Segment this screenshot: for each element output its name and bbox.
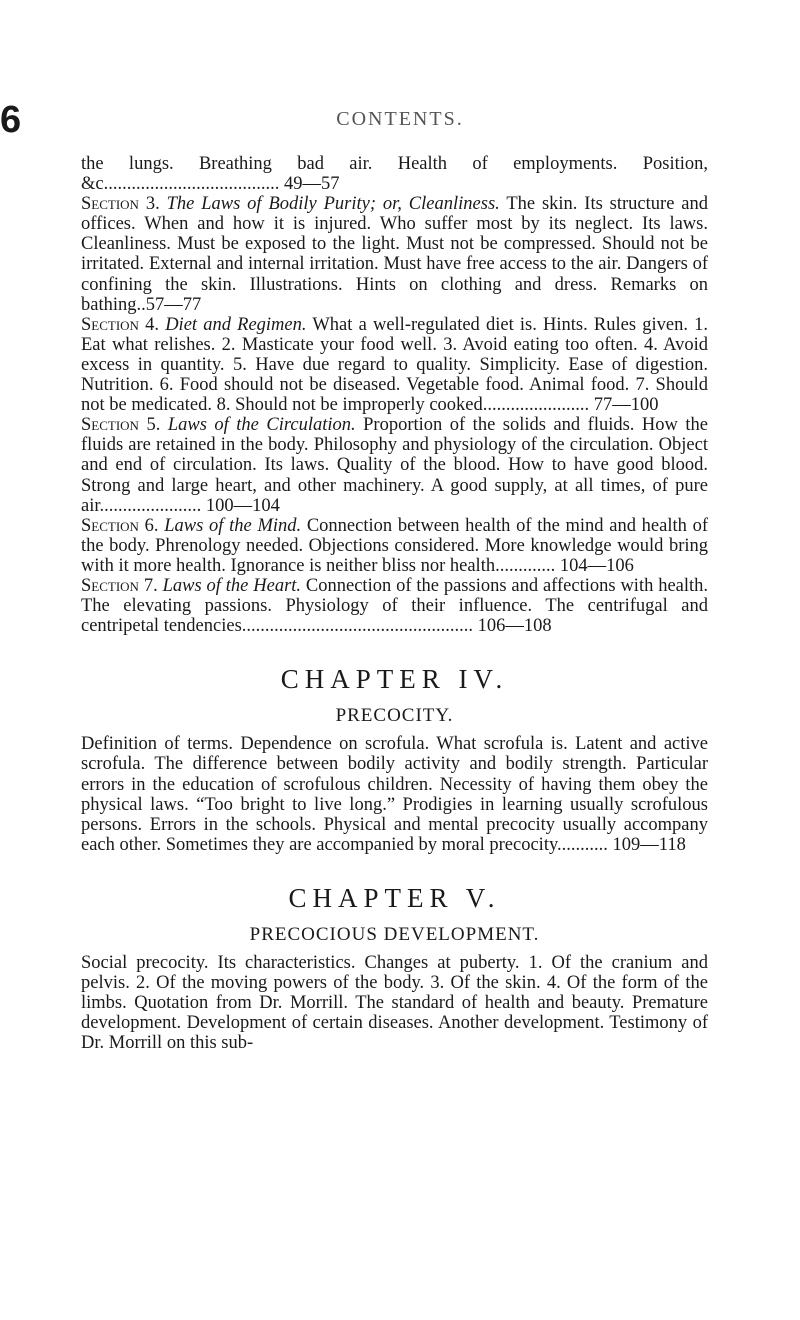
section-label: Section 5.: [81, 415, 161, 436]
entry-text: the lungs. Breathing bad air. Health of employments. Position, &c: [81, 154, 708, 195]
page-header: [0, 100, 800, 140]
contents-body: [81, 154, 708, 1053]
chapter-title: PRECOCITY.: [335, 705, 454, 727]
section-title: The Laws of Bodily Purity; or, Cleanliness.: [166, 194, 500, 215]
entry-text: What a well-regulated diet is. Hints. Rules given. 1. Eat what relishes. 2. Masticate your food well. 3. Avoid eating too often. 4. Avoid excess in quantity. 5. Have due regard to quality. Simplicity. Ease of digestion. Nutrition. 6. Food should not be diseased. Vegetable food. Animal food. 7. Should not be medicated. 8. Should not be improperly cooked: [81, 314, 709, 416]
chapter-iv: [81, 662, 708, 726]
section-label: Section 6.: [81, 515, 159, 536]
toc-entry: Section 6. Laws of the Mind. Connection between health of the mind and health of the body. Phrenology needed. Objections considered. More knowledge would bring with it more health. Ignorance is neither bliss nor health............. 104—106: [81, 515, 709, 576]
page-number: 6: [0, 99, 22, 141]
page-range: 106—108: [477, 616, 552, 637]
section-title: Laws of the Circulation.: [167, 415, 356, 436]
page-range: 104—106: [559, 555, 634, 576]
section-label: Section 3.: [81, 194, 160, 215]
chapter-heading: CHAPTER V.: [288, 882, 501, 913]
entry-text: Connection of the passions and affections with health. The elevating passions. Physiology of their influence. The centrifugal and centripetal tendencies: [81, 575, 709, 637]
toc-entry: [81, 194, 708, 315]
toc-entry: the lungs. Breathing bad air. Health of employments. Position, &c...................................... 49—57: [81, 154, 708, 195]
entry-text: Definition of terms. Dependence on scrofula. What scrofula is. Latent and active scrofula. The difference between bodily activity and bodily strength. Particular errors in the education of scrofulous children. Necessity of having them obey the physical laws. “Too bright to live long.” Prodigies in learning usually scrofulous persons. Errors in the schools. Physical and mental precocity usually accompany each other. Sometimes they are accompanied by moral precocity: [81, 734, 708, 855]
page-range: 109—118: [612, 834, 686, 855]
section-title: Diet and Regimen.: [165, 314, 307, 335]
toc-entry: Section 4. Diet and Regimen. What a well-regulated diet is. Hints. Rules given. 1. Eat what relishes. 2. Masticate your food well. 3. Avoid eating too often. 4. Avoid excess in quantity. 5. Have due regard to quality. Simplicity. Ease of digestion. Nutrition. 6. Food should not be diseased. Vegetable food. Animal food. 7. Should not be medicated. 8. Should not be improperly cooked....................... 77—100: [81, 314, 709, 416]
page-range: 57—77: [145, 294, 202, 315]
entry-text: Proportion of the solids and fluids. How the fluids are retained in the body. Philosophy and physiology of the circulation. Object and end of circulation. Its laws. Quality of the blood. How to have good blood. Strong and large heart, and other machinery. A good supply, at all times, of pure air: [81, 415, 708, 516]
page-range: 77—100: [593, 395, 659, 416]
toc-entry: Section 7. Laws of the Heart. Connection of the passions and affections with health. The elevating passions. Physiology of their influence. The centrifugal and centripetal tendencies.................................................. 106—108: [81, 575, 709, 637]
running-title: CONTENTS.: [336, 108, 464, 130]
section-label: Section 4.: [81, 314, 159, 335]
page-range: 49—57: [283, 174, 340, 195]
chapter-summary: Definition of terms. Dependence on scrofula. What scrofula is. Latent and active scrofula. The difference between bodily activity and bodily strength. Particular errors in the education of scrofulous children. Necessity of having them obey the physical laws. “Too bright to live long.” Prodigies in learning usually scrofulous persons. Errors in the schools. Physical and mental precocity usually accompany each other. Sometimes they are accompanied by moral precocity........... 109—118: [81, 734, 708, 855]
section-title: Laws of the Mind.: [164, 515, 302, 536]
chapter-v: [81, 881, 708, 945]
section-title: Laws of the Heart.: [162, 575, 302, 596]
entry-text: Connection between health of the mind and health of the body. Phrenology needed. Objections considered. More knowledge would bring with it more health. Ignorance is neither bliss nor health: [81, 515, 709, 576]
toc-entry: Section 5. Laws of the Circulation. Proportion of the solids and fluids. How the fluids are retained in the body. Philosophy and physiology of the circulation. Object and end of circulation. Its laws. Quality of the blood. How to have good blood. Strong and large heart, and other machinery. A good supply, at all times, of pure air...................... 100—104: [81, 415, 708, 516]
chapter-summary: [81, 953, 708, 1053]
page-range: 100—104: [205, 495, 280, 516]
chapter-title: PRECOCIOUS DEVELOPMENT.: [249, 923, 540, 945]
section-label: Section 7.: [81, 575, 158, 596]
entry-text: Social precocity. Its characteristics. Changes at puberty. 1. Of the cranium and pelvis. 2. Of the moving powers of the body. 3. Of the skin. 4. Of the form of the limbs. Quotation from Dr. Morrill. The standard of health and beauty. Premature development. Development of certain diseases. Another development. Testimony of Dr. Morrill on this sub-: [81, 953, 708, 1054]
chapter-heading: CHAPTER IV.: [280, 664, 509, 695]
entry-text: The skin. Its structure and offices. When and how it is injured. Who suffer most by its neglect. Its laws. Cleanliness. Must be exposed to the light. Must not be compressed. Should not be irritated. External and internal irritation. Must have free access to the air. Dangers of confining the skin. Illustrations. Hints on clothing and dress. Remarks on bathing..: [81, 194, 708, 315]
